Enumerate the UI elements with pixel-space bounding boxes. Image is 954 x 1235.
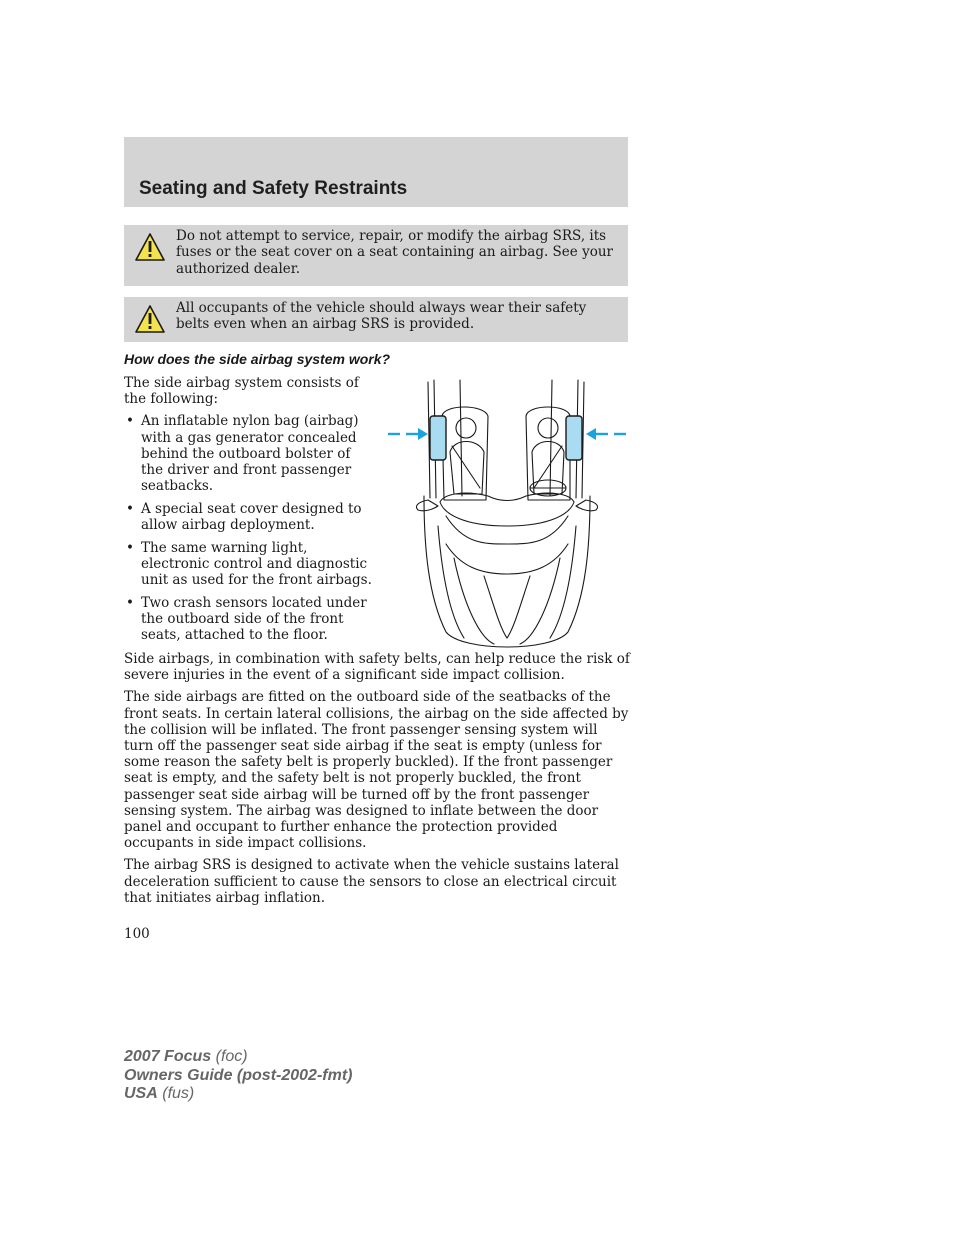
warning-text-safety-belts: All occupants of the vehicle should always wear their safety belts even when an airbag SRS is provided. [176, 300, 587, 333]
warning-triangle-icon [134, 232, 166, 262]
section-heading: How does the side airbag system work? [124, 351, 391, 367]
paragraph-activation: The airbag SRS is designed to activate when the vehicle sustains lateral deceleration sufficient to cause the sensors to close an electrical circuit that initiates airbag inflation. [124, 857, 619, 906]
warning-box-service [124, 225, 628, 286]
list-item: • An inflatable nylon bag (airbag) with a gas generator concealed behind the outboard bolster of the driver and front passenger seatbacks. [126, 413, 359, 495]
body-text-flow [124, 651, 630, 912]
warning-text-service: Do not attempt to service, repair, or modify the airbag SRS, its fuses or the seat cover on a seat containing an airbag. See your authorized dealer. [176, 228, 613, 277]
page-number: 100 [124, 926, 150, 942]
warning-box-safety-belts [124, 297, 628, 342]
paragraph-placement: The side airbags are fitted on the outboard side of the seatbacks of the front seats. In certain lateral collisions, the airbag on the side affected by the collision will be inflated. The front passenger sensing system will turn off the passenger seat side airbag if the seat is empty (unless for some reason the safety belt is properly buckled). If the front passenger seat is empty, and the safety belt is not properly buckled, the front passenger seat side airbag will be turned off by the front passenger sensing system. The airbag was designed to inflate between the door panel and occupant to further enhance the protection provided occupants in side impact collisions. [124, 689, 629, 852]
list-item: • A special seat cover designed to allow airbag deployment. [126, 500, 362, 534]
intro-column [124, 375, 374, 650]
paragraph-benefit: Side airbags, in combination with safety belts, can help reduce the risk of severe injuries in the event of a significant side impact collision. [124, 651, 630, 684]
driver-side-airbag [430, 416, 446, 460]
section-header-band [124, 137, 628, 207]
arrow-left-icon [586, 428, 596, 440]
component-list [124, 413, 374, 643]
list-item: • Two crash sensors located under the outboard side of the front seats, attached to the floor. [126, 594, 367, 644]
arrow-right-icon [418, 428, 428, 440]
intro-paragraph: The side airbag system consists of the following: [124, 375, 359, 408]
warning-triangle-icon [134, 304, 166, 334]
list-item: • The same warning light, electronic control and diagnostic unit as used for the front airbags. [126, 539, 372, 589]
passenger-side-airbag [566, 416, 582, 460]
document-footer: 2007 Focus (foc) Owners Guide (post-2002-fmt) USA (fus) [124, 1048, 353, 1102]
section-title: Seating and Safety Restraints [139, 178, 408, 199]
side-airbag-car-diagram [384, 376, 630, 658]
